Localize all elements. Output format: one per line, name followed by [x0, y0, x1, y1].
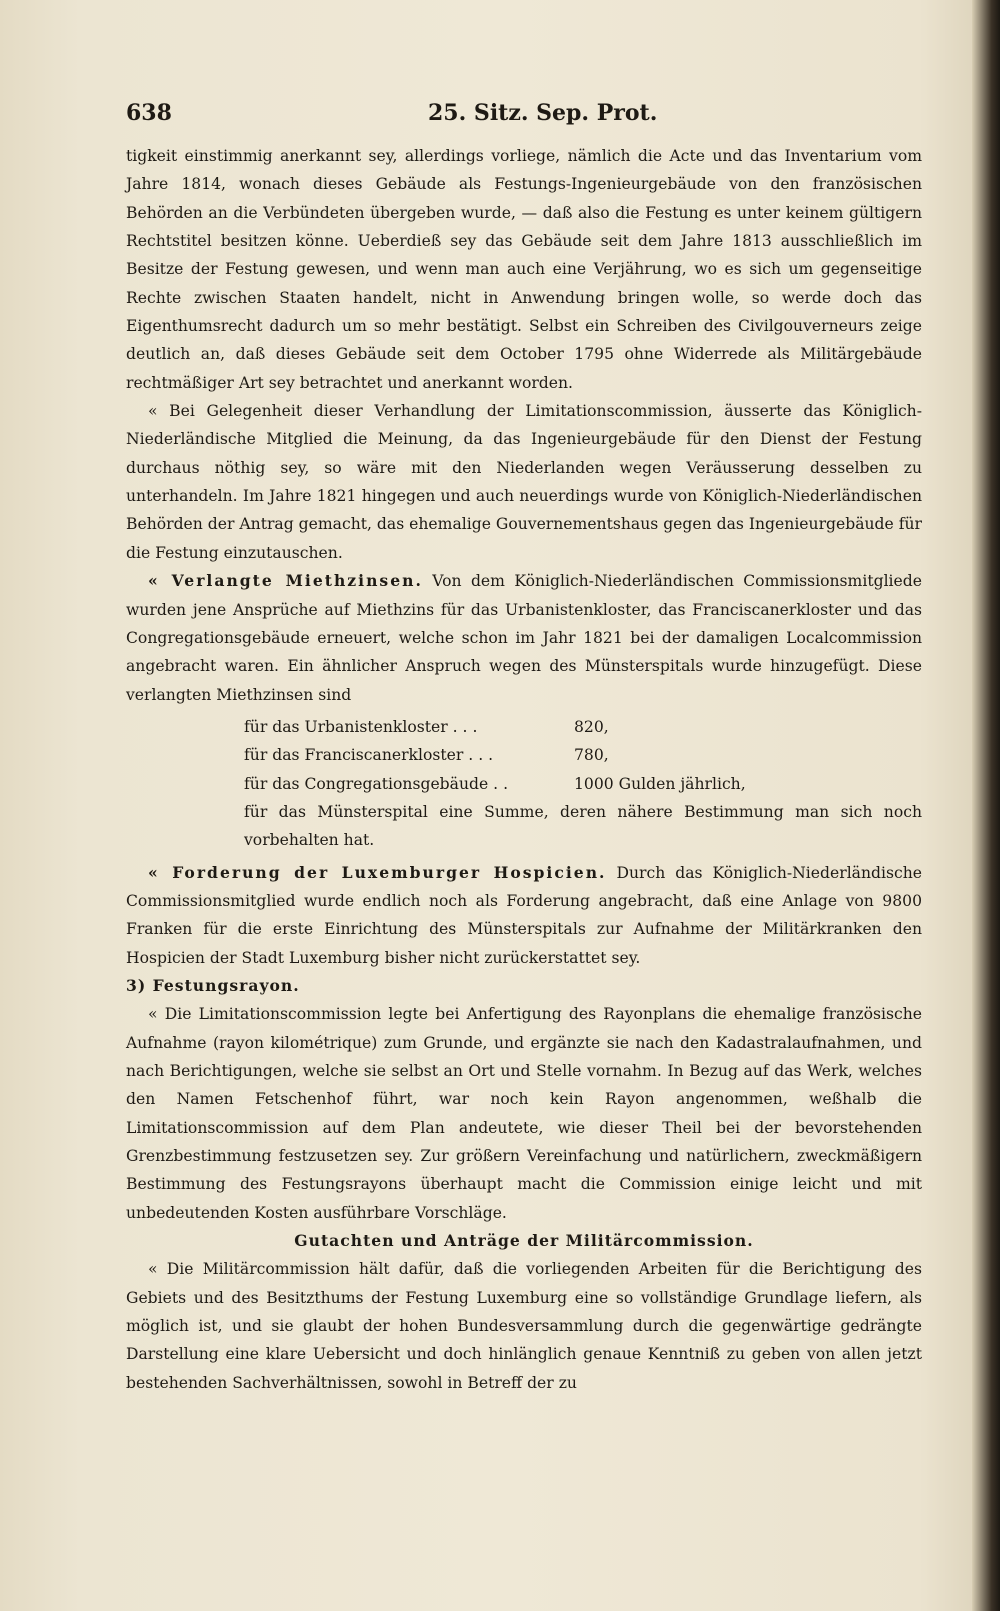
rent-row: [244, 770, 922, 798]
paragraph-miethzinsen: [126, 567, 922, 709]
rent-amount: 1000 Gulden jährlich,: [574, 774, 746, 793]
rent-amount: 780,: [574, 746, 609, 765]
rent-row: [244, 713, 922, 741]
book-gutter-shadow: [972, 0, 1000, 1611]
paragraph-hospicien: [126, 859, 922, 972]
rent-label: für das Franciscanerkloster . . .: [244, 746, 494, 765]
paragraph-rayon: « Die Limitationscommission legte bei Anfertigung des Rayonplans die ehemalige französische Aufnahme (rayon kilométrique) zum Grunde, und ergänzte sie nach den Kadastralaufnahmen, und nach Berichtigungen, welche sie selbst an Ort und Stelle vornahm. In Bezug auf das Werk, welches den Namen Fetschenhof führt, war noch kein Rayon angenommen, weßhalb die Limitationscommission auf dem Plan andeutete, wie dieser Theil bei der bevorstehenden Grenzbestimmung festzusetzen sey. Zur größern Vereinfachung und natürlichern, zweckmäßigern Bestimmung des Festungsrayons überhaupt macht die Commission einige leicht und mit unbedeutenden Kosten ausführbare Vorschläge.: [126, 1005, 922, 1222]
heading-hospicien: « Forderung der Luxemburger Hospicien.: [148, 862, 607, 882]
rent-table: [244, 713, 922, 855]
rent-amount: 820,: [574, 717, 609, 736]
heading-miethzinsen: « Verlangte Miethzinsen.: [148, 571, 423, 591]
section-gutachten: Gutachten und Anträge der Militärcommission.: [294, 1231, 754, 1251]
rent-label: für das Congregationsgebäude . .: [244, 774, 509, 793]
text-miethzinsen: Von dem Königlich-Niederländischen Commissionsmitgliede wurden jene Ansprüche auf Miethzins für das Urbanistenkloster, das Franciscanerkloster und das Congregationsgebäude erneuert, welche schon im Jahr 1821 bei der damaligen Localcommission angebracht waren. Ein ähnlicher Anspruch wegen des Münsterspitals wurde hinzugefügt. Diese verlangten Miethzinsen sind: [126, 572, 922, 704]
page-header: [126, 100, 922, 136]
running-title: 25. Sitz. Sep. Prot.: [428, 100, 658, 126]
rent-row: [244, 798, 922, 855]
paragraph-gutachten: « Die Militärcommission hält dafür, daß die vorliegenden Arbeiten für die Berichtigung des Gebiets und des Besitzthums der Festung Luxemburg eine so vollständige Grundlage liefern, als möglich ist, und sie glaubt der hohen Bundesversammlung durch die gegenwärtige gedrängte Darstellung eine klare Uebersicht und doch hinlänglich genaue Kenntniß zu geben von allen jetzt bestehenden Sachverhältnissen, sowohl in Betreff der zu: [126, 1260, 922, 1392]
rent-row: [244, 741, 922, 769]
page-body: [126, 142, 922, 1397]
rent-label: für das Münsterspital eine Summe, deren nähere Bestimmung man sich noch vorbehalten hat.: [244, 802, 922, 850]
section-festungsrayon: 3) Festungsrayon.: [126, 975, 300, 995]
paragraph-limitation: « Bei Gelegenheit dieser Verhandlung der Limitationscommission, äusserte das Königlich-Niederländische Mitglied die Meinung, da das Ingenieurgebäude für den Dienst der Festung durchaus nöthig sey, so wäre mit den Niederlanden wegen Veräusserung desselben zu unterhandeln. Im Jahre 1821 hingegen und auch neuerdings wurde von Königlich-Niederländischen Behörden der Antrag gemacht, das ehemalige Gouvernementshaus gegen das Ingenieurgebäude für die Festung einzutauschen.: [126, 402, 922, 562]
rent-label: für das Urbanistenkloster . . .: [244, 717, 478, 736]
paragraph-continuation: tigkeit einstimmig anerkannt sey, allerdings vorliege, nämlich die Acte und das Inventarium vom Jahre 1814, wonach dieses Gebäude als Festungs-Ingenieurgebäude von den französischen Behörden an die Verbündeten übergeben wurde, — daß also die Festung es unter keinem gültigern Rechtstitel besitzen könne. Ueberdieß sey das Gebäude seit dem Jahre 1813 ausschließlich im Besitze der Festung gewesen, und wenn man auch eine Verjährung, wo es sich um gegenseitige Rechte zwischen Staaten handelt, nicht in Anwendung bringen wolle, so werde doch das Eigenthumsrecht dadurch um so mehr bestätigt. Selbst ein Schreiben des Civilgouverneurs zeige deutlich an, daß dieses Gebäude seit dem October 1795 ohne Widerrede als Militärgebäude rechtmäßiger Art sey betrachtet und anerkannt worden.: [126, 147, 922, 392]
page-number: 638: [126, 100, 172, 126]
text-hospicien: Durch das Königlich-Niederländische Commissionsmitglied wurde endlich noch als Forderung angebracht, daß eine Anlage von 9800 Franken für die erste Einrichtung des Münsterspitals zur Aufnahme der Militärkranken den Hospicien der Stadt Luxemburg bisher nicht zurückerstattet sey.: [126, 863, 922, 967]
